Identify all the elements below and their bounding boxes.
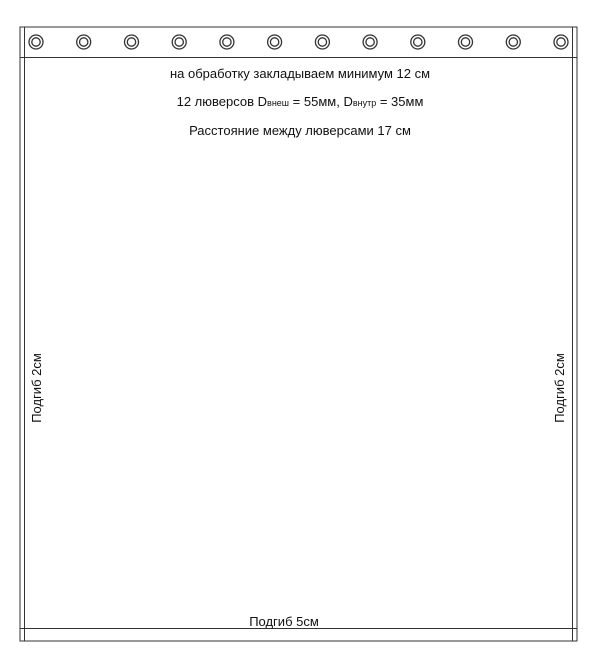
grommet-inner-ring bbox=[32, 38, 40, 46]
grommet-inner-ring bbox=[80, 38, 88, 46]
d-outer-value: = 55мм, bbox=[292, 94, 340, 109]
grommet-row bbox=[29, 35, 568, 49]
d-outer-symbol: D bbox=[257, 94, 268, 109]
grommet-inner-ring bbox=[318, 38, 326, 46]
grommet-spec bbox=[0, 94, 600, 111]
grommet-outer-ring bbox=[506, 35, 520, 49]
grommet-outer-ring bbox=[459, 35, 473, 49]
grommet-icon bbox=[268, 35, 282, 49]
grommet-outer-ring bbox=[554, 35, 568, 49]
grommet-inner-ring bbox=[223, 38, 231, 46]
grommet-icon bbox=[220, 35, 234, 49]
d-inner-subscript: внутр bbox=[352, 98, 377, 108]
grommet-inner-ring bbox=[509, 38, 517, 46]
grommet-inner-ring bbox=[557, 38, 565, 46]
d-inner-symbol: D bbox=[343, 94, 353, 109]
grommet-icon bbox=[172, 35, 186, 49]
grommet-count-text: 12 люверсов bbox=[176, 94, 255, 109]
right-hem-label: Подгиб 2см bbox=[552, 353, 567, 423]
grommet-outer-ring bbox=[220, 35, 234, 49]
curtain-outline bbox=[20, 27, 577, 641]
left-hem-label: Подгиб 2см bbox=[29, 353, 44, 423]
spacing-note: Расстояние между люверсами 17 см bbox=[189, 123, 411, 138]
grommet-outer-ring bbox=[77, 35, 91, 49]
grommet-icon bbox=[506, 35, 520, 49]
grommet-outer-ring bbox=[29, 35, 43, 49]
grommet-icon bbox=[411, 35, 425, 49]
grommet-icon bbox=[29, 35, 43, 49]
grommet-inner-ring bbox=[127, 38, 135, 46]
grommet-inner-ring bbox=[270, 38, 278, 46]
grommet-outer-ring bbox=[363, 35, 377, 49]
grommet-icon bbox=[459, 35, 473, 49]
grommet-icon bbox=[554, 35, 568, 49]
bottom-hem-label: Подгиб 5см bbox=[249, 614, 319, 629]
grommet-outer-ring bbox=[172, 35, 186, 49]
grommet-icon bbox=[363, 35, 377, 49]
d-outer-subscript: внеш bbox=[267, 98, 290, 108]
d-inner-value: = 35мм bbox=[379, 94, 424, 109]
grommet-icon bbox=[125, 35, 139, 49]
grommet-inner-ring bbox=[461, 38, 469, 46]
grommet-outer-ring bbox=[411, 35, 425, 49]
grommet-inner-ring bbox=[414, 38, 422, 46]
grommet-outer-ring bbox=[125, 35, 139, 49]
grommet-inner-ring bbox=[175, 38, 183, 46]
grommet-outer-ring bbox=[315, 35, 329, 49]
outer-frame bbox=[20, 27, 577, 641]
grommet-outer-ring bbox=[268, 35, 282, 49]
top-note: на обработку закладываем минимум 12 см bbox=[169, 66, 431, 81]
grommet-icon bbox=[315, 35, 329, 49]
grommet-inner-ring bbox=[366, 38, 374, 46]
grommet-icon bbox=[77, 35, 91, 49]
